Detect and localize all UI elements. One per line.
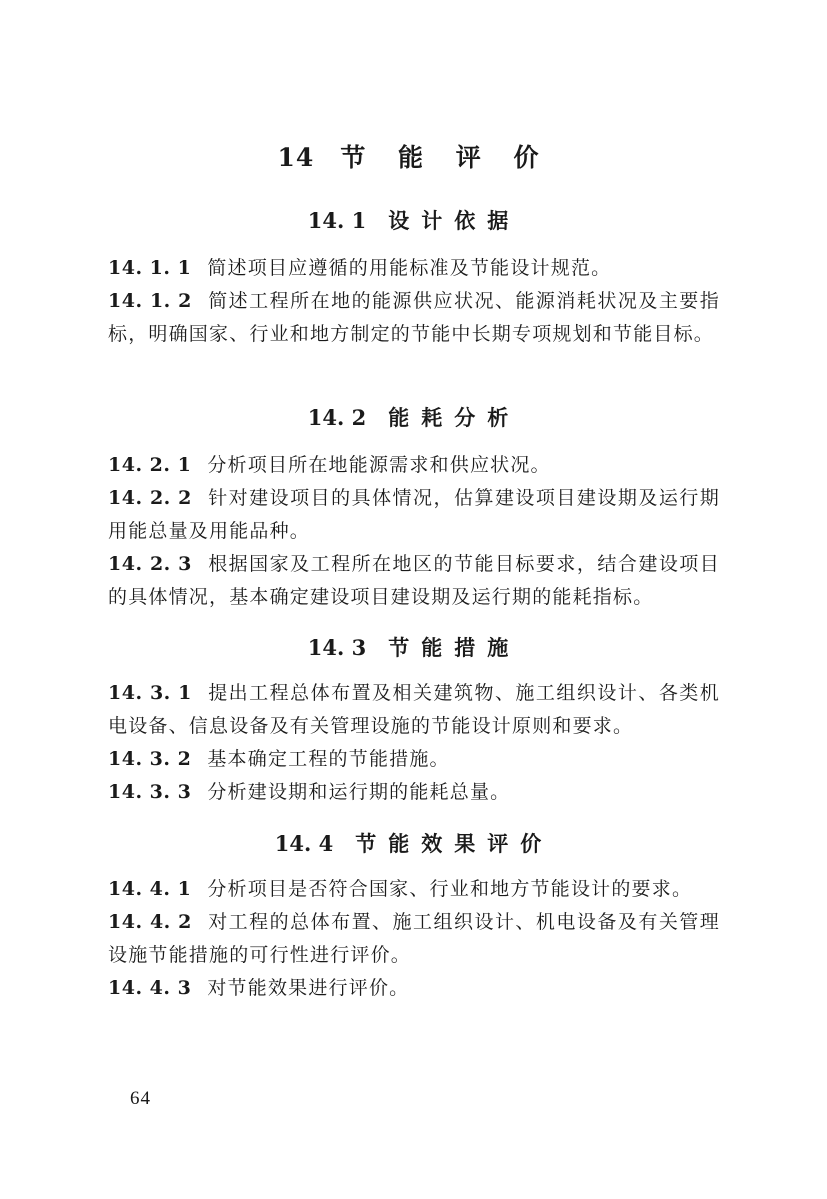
clause-14-3-2 — [108, 743, 720, 776]
clause-14-4-1 — [108, 873, 720, 906]
chapter-title — [108, 138, 720, 174]
clause-14-3-1 — [108, 677, 720, 743]
section-title-14-4 — [108, 828, 720, 858]
clause-14-4-2 — [108, 906, 720, 972]
chapter-title-text: 节 能 评 价 — [340, 143, 551, 172]
clause-number: 14. 4. 3 — [108, 977, 192, 999]
page-number: 64 — [130, 1088, 151, 1109]
section-number: 14. 4 — [274, 831, 334, 856]
section-title-text: 节能措施 — [388, 635, 521, 660]
section-title-text: 节能效果评价 — [355, 831, 554, 856]
section-title-14-3 — [108, 632, 720, 662]
clause-14-2-1 — [108, 449, 720, 482]
section-number: 14. 2 — [307, 405, 367, 430]
clause-number: 14. 3. 1 — [108, 682, 192, 704]
clause-number: 14. 2. 3 — [108, 553, 192, 575]
clause-text: 分析项目是否符合国家、行业和地方节能设计的要求。 — [207, 878, 693, 900]
clause-14-2-3 — [108, 548, 720, 614]
section-number: 14. 3 — [307, 635, 367, 660]
clause-number: 14. 4. 2 — [108, 911, 192, 933]
clause-number: 14. 4. 1 — [108, 878, 192, 900]
section-title-text: 设计依据 — [388, 208, 521, 233]
clause-number: 14. 1. 2 — [108, 290, 192, 312]
section-number: 14. 1 — [307, 208, 367, 233]
clause-text: 基本确定工程的节能措施。 — [207, 748, 450, 770]
clause-number: 14. 2. 1 — [108, 454, 192, 476]
clause-text: 针对建设项目的具体情况，估算建设项目建设期及运行期用能总量及用能品种。 — [108, 487, 720, 542]
clause-text: 分析建设期和运行期的能耗总量。 — [207, 781, 511, 803]
clause-text: 根据国家及工程所在地区的节能目标要求，结合建设项目的具体情况，基本确定建设项目建设期及运行期的能耗指标。 — [108, 553, 720, 608]
clause-text: 对工程的总体布置、施工组织设计、机电设备及有关管理设施节能措施的可行性进行评价。 — [108, 911, 720, 966]
clause-number: 14. 3. 2 — [108, 748, 192, 770]
clause-number: 14. 2. 2 — [108, 487, 192, 509]
clause-14-1-1 — [108, 252, 720, 285]
clause-number: 14. 1. 1 — [108, 257, 192, 279]
clause-14-1-2 — [108, 285, 720, 351]
clause-text: 提出工程总体布置及相关建筑物、施工组织设计、各类机电设备、信息设备及有关管理设施的节能设计原则和要求。 — [108, 682, 720, 737]
clause-14-4-3 — [108, 972, 720, 1005]
chapter-number: 14 — [277, 143, 315, 172]
clause-number: 14. 3. 3 — [108, 781, 192, 803]
section-title-text: 能耗分析 — [388, 405, 521, 430]
clause-text: 简述工程所在地的能源供应状况、能源消耗状况及主要指标，明确国家、行业和地方制定的节能中长期专项规划和节能目标。 — [108, 290, 720, 345]
clause-text: 对节能效果进行评价。 — [207, 977, 410, 999]
section-title-14-2 — [108, 402, 720, 432]
section-title-14-1 — [108, 205, 720, 235]
clause-text: 简述项目应遵循的用能标准及节能设计规范。 — [207, 257, 612, 279]
clause-14-3-3 — [108, 776, 720, 809]
clause-14-2-2 — [108, 482, 720, 548]
clause-text: 分析项目所在地能源需求和供应状况。 — [207, 454, 551, 476]
